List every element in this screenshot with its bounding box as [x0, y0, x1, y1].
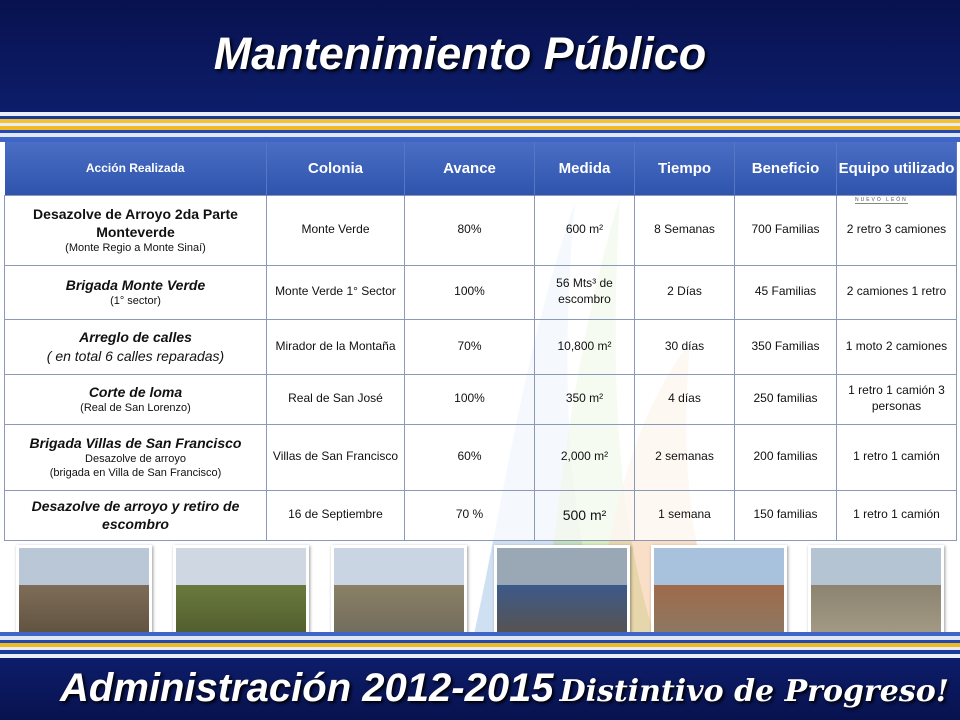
accion-detail: (1° sector)	[110, 294, 161, 307]
cell-avance: 60%	[405, 424, 535, 490]
header-colonia: Colonia	[267, 142, 405, 195]
cell-tiempo: 2 semanas	[635, 424, 735, 490]
table-row	[5, 374, 957, 424]
cell-equipo: 1 retro 1 camión	[837, 424, 957, 490]
header-banner	[0, 0, 960, 112]
accion-detail: Desazolve de arroyo	[85, 452, 186, 465]
accion-detail: (Monte Regio a Monte Sinaí)	[65, 242, 206, 255]
accion-title: Brigada Villas de San Francisco	[29, 434, 242, 451]
cell-colonia: Monte Verde 1° Sector	[267, 265, 405, 319]
table-header-row	[5, 142, 957, 195]
accion-detail: (Real de San Lorenzo)	[80, 401, 191, 414]
content-area	[0, 142, 960, 652]
table-row	[5, 195, 957, 265]
bottom-decorative-stripes	[0, 632, 960, 658]
cell-medida: 500 m²	[535, 490, 635, 540]
header-medida: Medida	[535, 142, 635, 195]
accion-title: Desazolve de Arroyo 2da Parte Monteverde	[33, 205, 238, 240]
cell-beneficio: 700 Familias	[735, 195, 837, 265]
cell-beneficio: 150 familias	[735, 490, 837, 540]
photo-street	[651, 545, 787, 643]
cell-accion	[5, 490, 267, 540]
table-row	[5, 265, 957, 319]
accion-title: Brigada Monte Verde	[65, 276, 206, 293]
maintenance-table	[4, 142, 957, 541]
cell-tiempo: 1 semana	[635, 490, 735, 540]
cell-beneficio: 350 Familias	[735, 319, 837, 374]
distintivo-label: Distintivo de Progreso!	[559, 674, 949, 709]
cell-medida: 600 m²	[535, 195, 635, 265]
cell-tiempo: 2 Días	[635, 265, 735, 319]
header-tiempo: Tiempo	[635, 142, 735, 195]
table-row	[5, 490, 957, 540]
cell-accion	[5, 424, 267, 490]
header-equipo: Equipo utilizado	[837, 142, 957, 195]
footer-text	[60, 666, 949, 711]
cell-equipo: 1 moto 2 camiones	[837, 319, 957, 374]
photo-dirt-lot	[16, 545, 152, 643]
page-title: Mantenimiento Público	[213, 28, 707, 79]
equipo-value: 2 retro 3 camiones	[846, 222, 947, 237]
accion-title: Corte de loma	[88, 383, 183, 400]
cell-accion	[5, 195, 267, 265]
cell-equipo: 2 camiones 1 retro	[837, 265, 957, 319]
accion-title: Desazolve de arroyo y retiro de escombro	[31, 497, 240, 532]
header-beneficio: Beneficio	[735, 142, 837, 195]
cell-accion	[5, 265, 267, 319]
cell-medida: 56 Mts³ de escombro	[535, 265, 635, 319]
top-decorative-stripes	[0, 112, 960, 142]
cell-avance: 100%	[405, 265, 535, 319]
cell-medida: 350 m²	[535, 374, 635, 424]
cell-avance: 80%	[405, 195, 535, 265]
cell-beneficio: 45 Familias	[735, 265, 837, 319]
header-accion: Acción Realizada	[5, 142, 267, 195]
cell-medida: 2,000 m²	[535, 424, 635, 490]
photo-arroyo	[173, 545, 309, 643]
accion-detail: ( en total 6 calles reparadas)	[46, 347, 225, 364]
table-row	[5, 424, 957, 490]
cell-colonia: Monte Verde	[267, 195, 405, 265]
photo-loma-cut	[331, 545, 467, 643]
header-avance: Avance	[405, 142, 535, 195]
cell-beneficio: 200 familias	[735, 424, 837, 490]
accion-title: Arreglo de calles	[79, 329, 192, 346]
cell-tiempo: 30 días	[635, 319, 735, 374]
cell-accion	[5, 319, 267, 374]
cell-colonia: 16 de Septiembre	[267, 490, 405, 540]
cell-equipo	[837, 195, 957, 265]
cell-avance: 100%	[405, 374, 535, 424]
photo-workers	[494, 545, 630, 643]
footer-banner	[0, 658, 960, 720]
cell-accion	[5, 374, 267, 424]
photo-road	[808, 545, 944, 643]
cell-colonia: Mirador de la Montaña	[267, 319, 405, 374]
cell-equipo: 1 retro 1 camión	[837, 490, 957, 540]
nuevo-leon-logo-text: NUEVO LEÓN	[855, 196, 908, 203]
administracion-label: Administración 2012-2015	[60, 666, 554, 710]
cell-colonia: Villas de San Francisco	[267, 424, 405, 490]
cell-avance: 70 %	[405, 490, 535, 540]
table-row	[5, 319, 957, 374]
cell-beneficio: 250 familias	[735, 374, 837, 424]
cell-colonia: Real de San José	[267, 374, 405, 424]
cell-avance: 70%	[405, 319, 535, 374]
accion-detail-2: (brigada en Villa de San Francisco)	[49, 467, 222, 480]
cell-tiempo: 4 días	[635, 374, 735, 424]
cell-medida: 10,800 m²	[535, 319, 635, 374]
cell-tiempo: 8 Semanas	[635, 195, 735, 265]
cell-equipo: 1 retro 1 camión 3 personas	[837, 374, 957, 424]
